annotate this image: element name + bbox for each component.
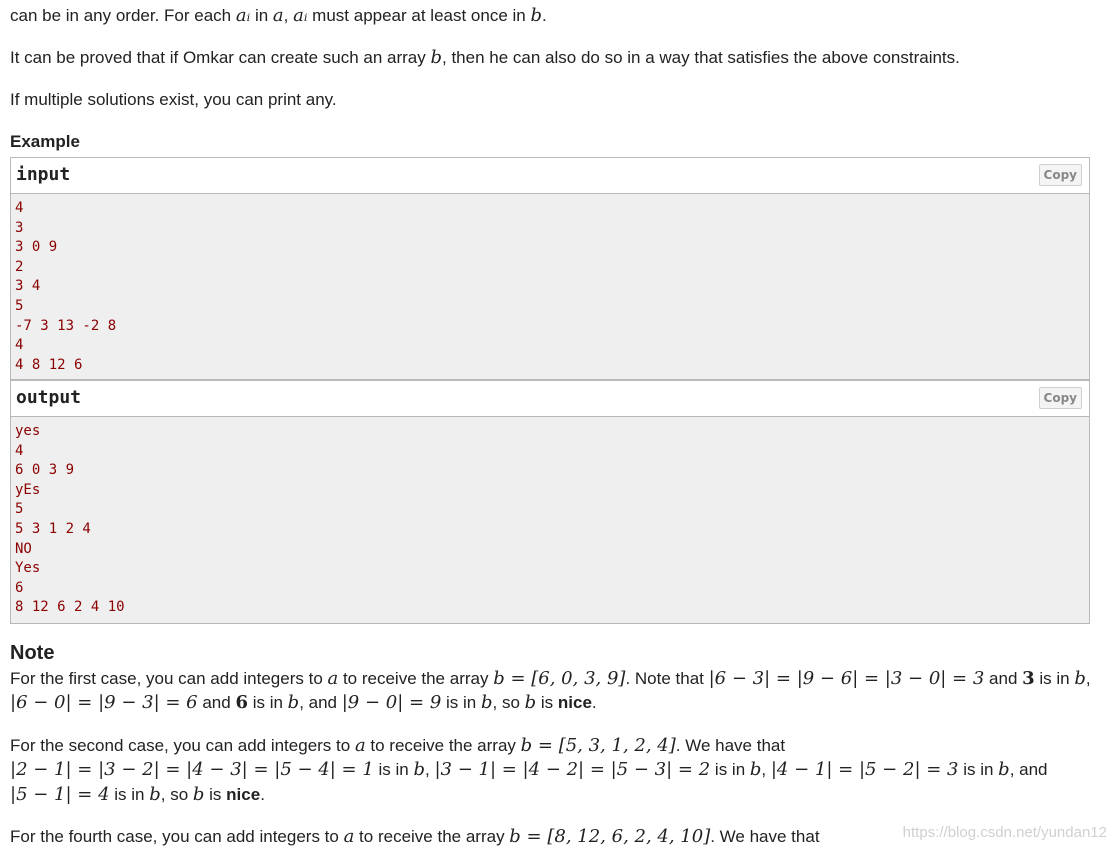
text: For the first case, you can add integers to — [10, 669, 328, 688]
text: For the second case, you can add integers to — [10, 736, 355, 755]
output-header — [11, 381, 1089, 417]
output-line: 5 3 1 2 4 — [15, 520, 91, 537]
math-diff: |5 − 1| = 4 — [10, 784, 110, 805]
math-array-b: b = [8, 12, 6, 2, 4, 10] — [509, 826, 711, 847]
text: is in — [247, 693, 288, 712]
nice-word: nice — [557, 693, 592, 712]
math-b: b — [998, 759, 1010, 780]
text: , so — [160, 785, 193, 804]
math-b: b — [287, 692, 300, 713]
input-title: input — [16, 164, 71, 185]
statement-line-proof — [10, 46, 960, 70]
math-b: b — [149, 784, 161, 805]
text: . — [542, 6, 547, 25]
input-line: -7 3 13 -2 8 — [15, 317, 117, 334]
output-line: 6 0 3 9 — [15, 462, 75, 479]
text: to receive the array — [338, 669, 494, 688]
output-line: 8 12 6 2 4 10 — [15, 599, 125, 616]
math-b: b — [430, 47, 443, 68]
text: is in — [441, 693, 481, 712]
math-b: b — [413, 759, 426, 780]
math-diff: |3 − 1| = |4 − 2| = |5 − 3| = 2 — [434, 759, 711, 780]
copy-output-button[interactable]: Copy — [1039, 387, 1082, 409]
text: , so — [492, 693, 525, 712]
note-title: Note — [10, 642, 55, 664]
math-diff: |4 − 1| = |5 − 2| = 3 — [770, 759, 959, 780]
output-line: NO — [15, 540, 32, 557]
text: is — [536, 693, 558, 712]
text: . — [260, 785, 265, 804]
output-line: yEs — [15, 481, 41, 498]
text: , — [283, 6, 294, 25]
output-title: output — [16, 387, 82, 408]
text: , — [425, 760, 435, 779]
text: , — [1085, 669, 1091, 688]
text: to receive the array — [354, 827, 510, 846]
math-a: a — [343, 826, 355, 847]
math-b: b — [480, 692, 493, 713]
math-ai: aᵢ — [293, 5, 308, 26]
text: is — [204, 785, 227, 804]
copy-input-button[interactable]: Copy — [1039, 164, 1082, 186]
text: in — [250, 6, 273, 25]
text: It can be proved that if Omkar can create such an array — [10, 48, 431, 67]
input-content — [11, 194, 1089, 379]
math-diff: |6 − 0| = |9 − 3| = 6 — [10, 692, 198, 713]
text: . Note that — [625, 669, 709, 688]
math-array-b: b = [6, 0, 3, 9] — [493, 668, 626, 689]
text: For the fourth case, you can add integers to — [10, 827, 344, 846]
example-title: Example — [10, 132, 80, 151]
input-line: 4 — [15, 200, 24, 216]
math-b: b — [749, 759, 762, 780]
input-header — [11, 158, 1089, 194]
input-box — [10, 157, 1090, 380]
note-p1-line2 — [10, 691, 597, 715]
text: is in — [710, 760, 750, 779]
text: . We have that — [710, 827, 820, 846]
statement-line-multiple: If multiple solutions exist, you can print any. — [10, 90, 337, 109]
output-content — [11, 417, 1089, 623]
input-line: 3 4 — [15, 278, 41, 295]
text: and — [984, 669, 1023, 688]
input-line: 2 — [15, 258, 24, 275]
input-line: 4 8 12 6 — [15, 356, 83, 373]
math-ai: aᵢ — [235, 5, 251, 26]
statement-line-order — [10, 4, 547, 28]
math-b: b — [530, 5, 543, 26]
text: and — [197, 693, 236, 712]
math-a: a — [354, 735, 366, 756]
math-num: 6 — [235, 692, 248, 713]
math-diff: |2 − 1| = |3 − 2| = |4 − 3| = |5 − 4| = 1 — [10, 759, 374, 780]
nice-word: nice — [226, 785, 261, 804]
note-p1-line1 — [10, 667, 1091, 691]
text: can be in any order. For each — [10, 6, 236, 25]
output-line: 5 — [15, 501, 24, 518]
math-diff: |9 − 0| = 9 — [341, 692, 442, 713]
math-b: b — [1074, 668, 1086, 689]
note-p2-line2 — [10, 758, 1048, 782]
input-line: 5 — [15, 297, 24, 314]
note-p3-line1 — [10, 825, 820, 849]
math-b: b — [524, 692, 537, 713]
math-a: a — [327, 668, 339, 689]
text: is in — [1034, 669, 1075, 688]
math-a: a — [272, 5, 284, 26]
text: . We have that — [675, 736, 786, 755]
input-line: 3 0 9 — [15, 239, 58, 256]
watermark: https://blog.csdn.net/yundan12 — [902, 824, 1107, 841]
note-p2-line3 — [10, 783, 265, 807]
text: , and — [299, 693, 342, 712]
output-line: Yes — [15, 560, 41, 577]
output-line: 4 — [15, 442, 24, 459]
input-line: 3 — [15, 219, 24, 236]
math-diff: |6 − 3| = |9 − 6| = |3 − 0| = 3 — [708, 668, 985, 689]
text: is in — [958, 760, 999, 779]
output-line: yes — [15, 423, 41, 439]
note-p2-line1 — [10, 734, 785, 758]
text: , — [761, 760, 771, 779]
text: , then he can also do so in a way that satisfies the above constraints. — [442, 48, 960, 67]
output-box — [10, 380, 1090, 624]
output-line: 6 — [15, 579, 24, 596]
math-b: b — [192, 784, 205, 805]
math-array-b: b = [5, 3, 1, 2, 4] — [520, 735, 676, 756]
text: , and — [1009, 760, 1048, 779]
text: . — [591, 693, 597, 712]
input-line: 4 — [15, 337, 24, 354]
text: is in — [373, 760, 414, 779]
text: is in — [109, 785, 150, 804]
math-num: 3 — [1022, 668, 1035, 689]
text: to receive the array — [365, 736, 521, 755]
text: must appear at least once in — [307, 6, 531, 25]
